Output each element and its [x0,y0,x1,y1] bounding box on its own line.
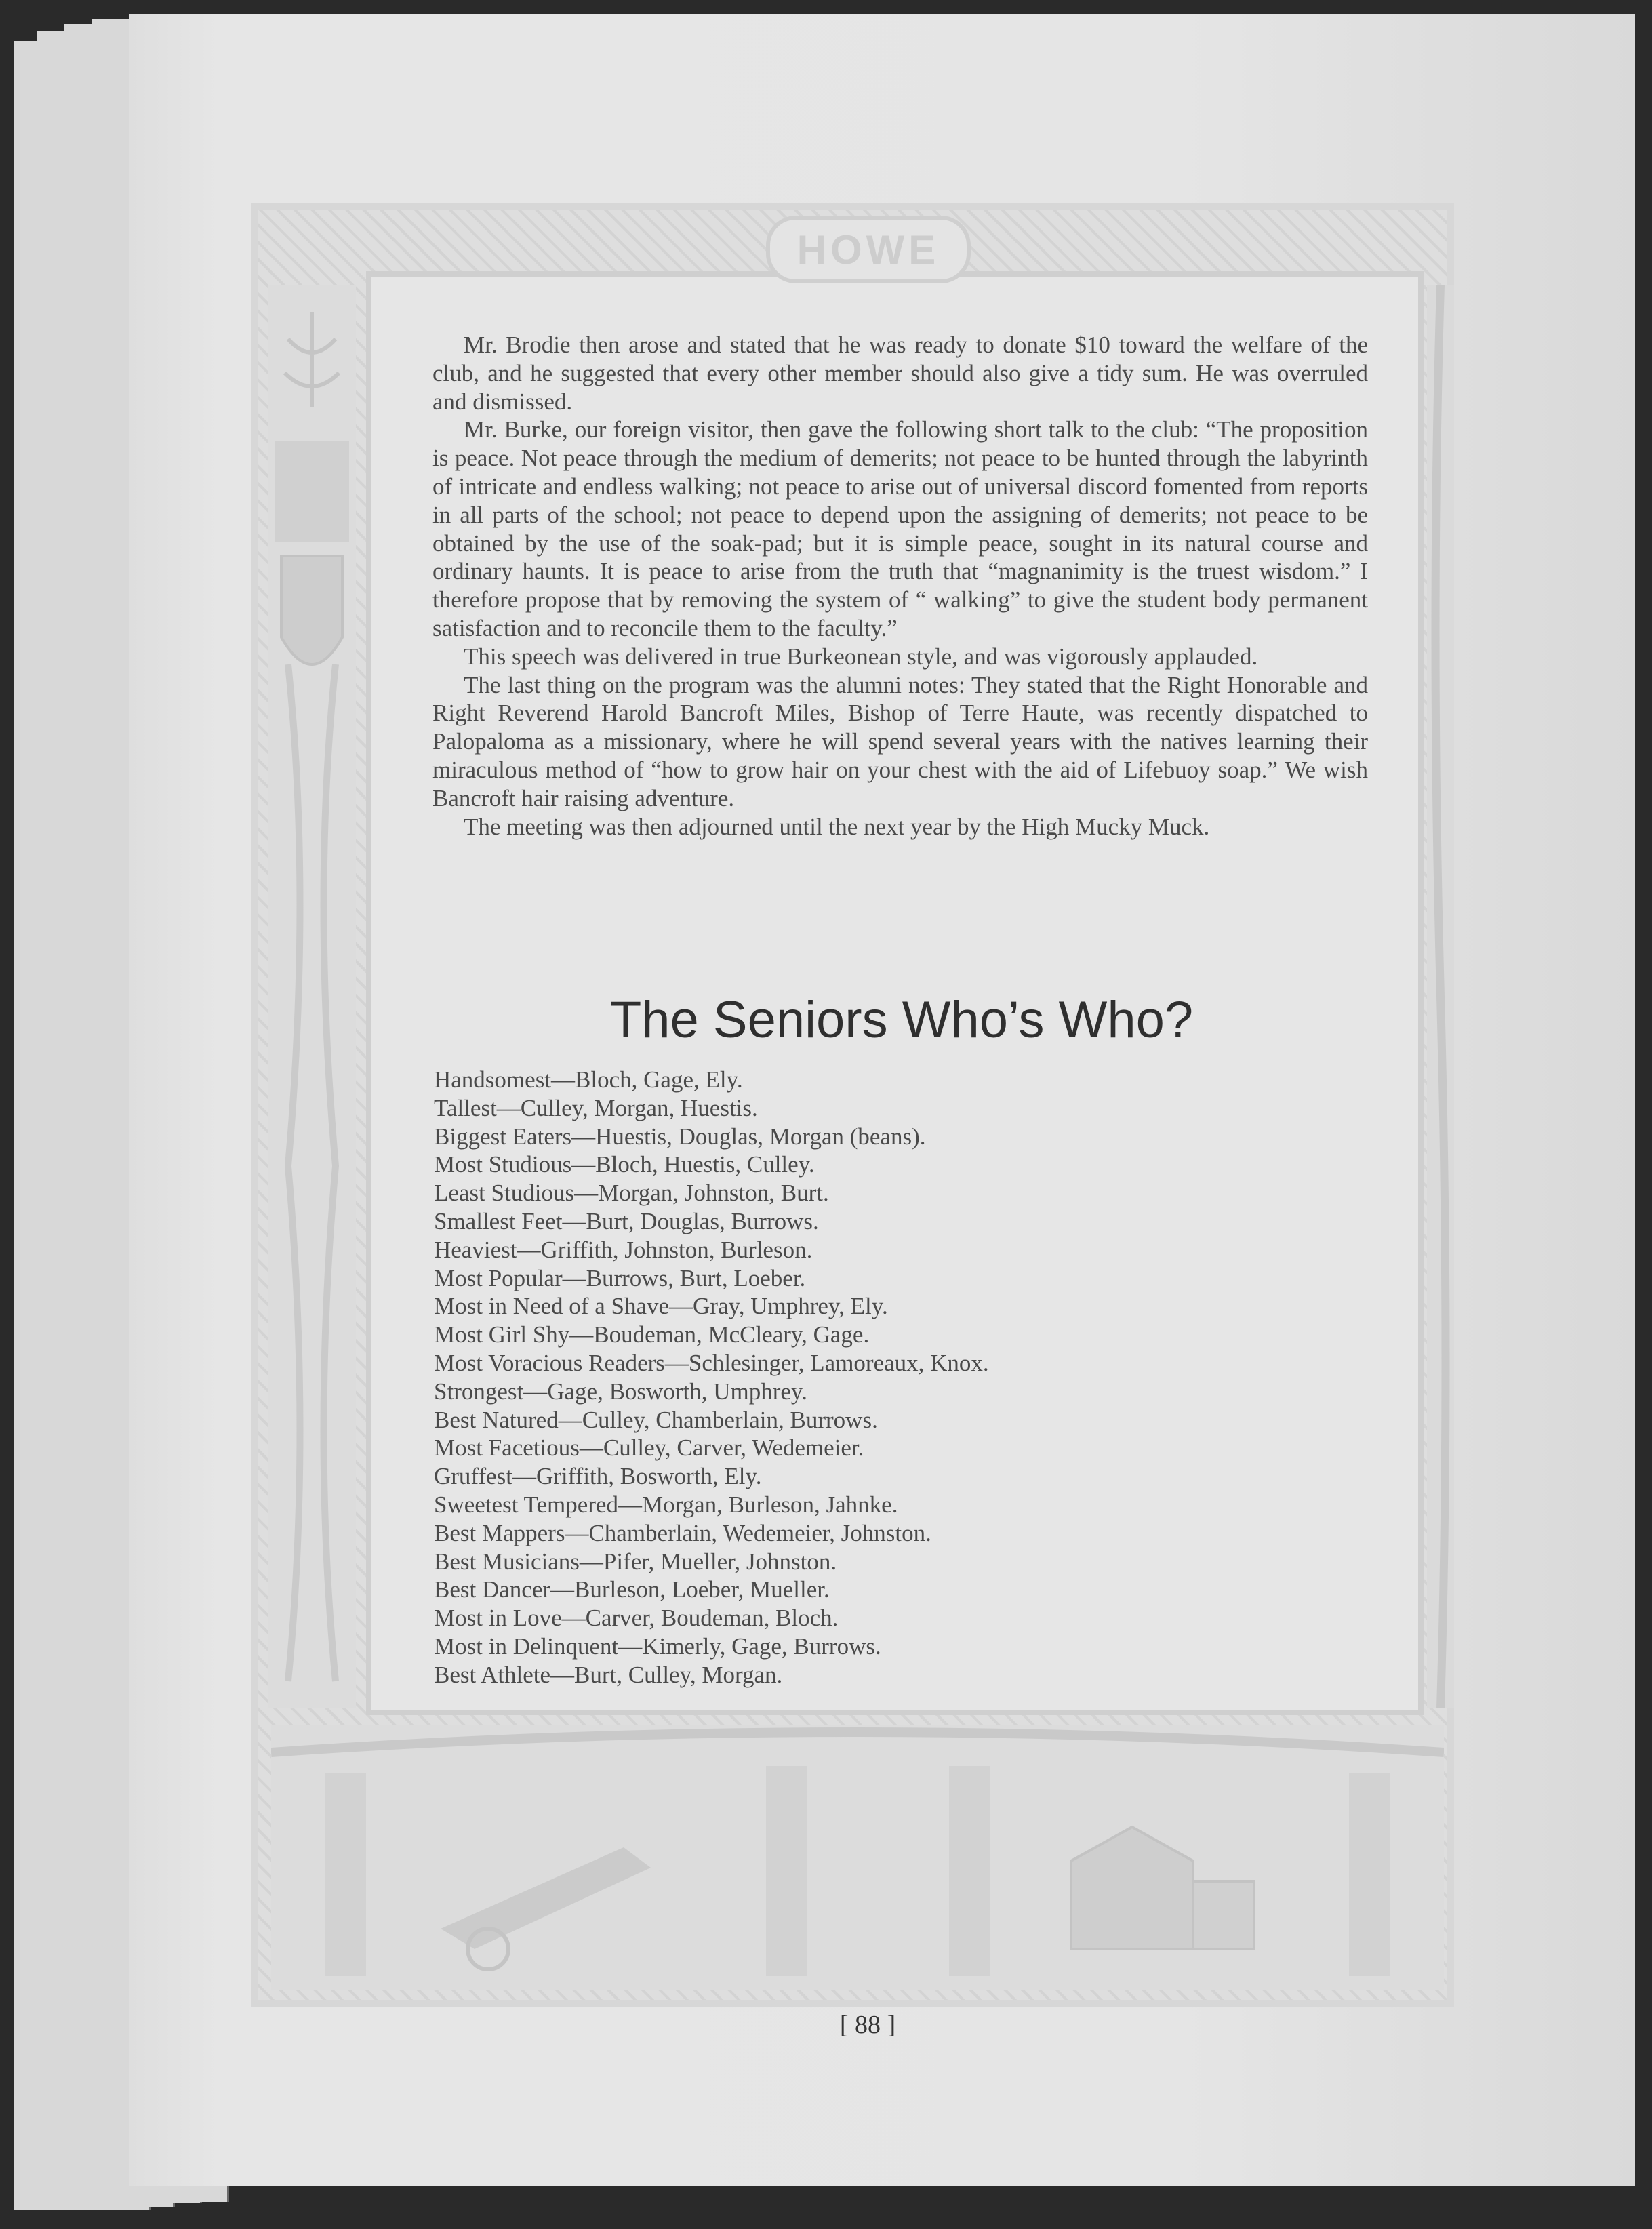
page-number: [ 88 ] [839,2011,896,2039]
superlatives-list [434,1066,1369,1689]
section-title: The Seniors Who’s Who? [609,991,1194,1049]
list-item: Tallest—Culley, Morgan, Huestis. [434,1094,758,1121]
list-item: Gruffest—Griffith, Bosworth, Ely. [434,1463,762,1490]
article-body [432,331,1368,841]
paragraph: The meeting was then adjourned until the next year by the High Mucky Muck. [464,813,1210,840]
paragraph: This speech was delivered in true Burkeonean style, and was vigorously applauded. [464,643,1258,670]
list-item: Most in Need of a Shave—Gray, Umphrey, Ely. [434,1293,888,1320]
list-item: Most Facetious—Culley, Carver, Wedemeier. [434,1434,864,1462]
paragraph: The last thing on the program was the alumni notes: They stated that the Right Honorable and Right Reverend Harold Bancroft Miles, Bishop of Terre Haute, was recently dispatched to Palopaloma as a missionary, where he will spend several years with the natives learning their miraculous method of “how to grow hair on your chest with the aid of Lifebuoy soap.” We wish Bancroft hair raising adventure. [432,671,1368,811]
ribbon-ornament [1427,285,1454,1708]
crest-ornament [268,285,356,1708]
list-item: Most Voracious Readers—Schlesinger, Lamoreaux, Knox. [434,1349,989,1376]
paragraph: Mr. Brodie then arose and stated that he was ready to donate $10 toward the welfare of the club, and he suggested that every other member should also give a tidy sum. He was overruled and dismissed. [432,332,1368,415]
list-item: Most Girl Shy—Boudeman, McCleary, Gage. [434,1321,870,1348]
list-item: Least Studious—Morgan, Johnston, Burt. [434,1180,829,1207]
list-item: Most Popular—Burrows, Burt, Loeber. [434,1264,806,1291]
list-item: Most in Delinquent—Kimerly, Gage, Burrows. [434,1632,881,1660]
list-item: Handsomest—Bloch, Gage, Ely. [434,1066,743,1093]
list-item: Most Studious—Bloch, Huestis, Culley. [434,1151,815,1178]
campus-illustration [271,1725,1444,1990]
list-item: Best Dancer—Burleson, Loeber, Mueller. [434,1576,830,1603]
list-item: Strongest—Gage, Bosworth, Umphrey. [434,1378,807,1405]
howe-badge: HOWE [766,216,971,283]
list-item: Best Natured—Culley, Chamberlain, Burrows. [434,1406,878,1433]
paragraph: Mr. Burke, our foreign visitor, then gave the following short talk to the club: “The proposition is peace. Not peace through the medium of demerits; not peace to be hunted through the labyrinth of intricate and endless walking; not peace to arise out of universal discord fomented from reports in all parts of the school; not peace to depend upon the assigning of demerits; not peace to be obtained by the use of the soak-pad; but it is simple peace, sought in its natural course and ordinary haunts. It is peace to arise from the truth that “magnanimity is the truest wisdom.” I therefore propose that by removing the system of “ walking” to give the student body permanent satisfaction and to reconcile them to the faculty.” [432,416,1368,641]
list-item: Best Musicians—Pifer, Mueller, Johnston. [434,1548,837,1575]
list-item: Heaviest—Griffith, Johnston, Burleson. [434,1236,813,1263]
list-item: Biggest Eaters—Huestis, Douglas, Morgan (beans). [434,1123,926,1150]
list-item: Smallest Feet—Burt, Douglas, Burrows. [434,1207,819,1234]
list-item: Most in Love—Carver, Boudeman, Bloch. [434,1605,839,1632]
list-item: Sweetest Tempered—Morgan, Burleson, Jahnke. [434,1491,898,1518]
list-item: Best Athlete—Burt, Culley, Morgan. [434,1661,783,1688]
list-item: Best Mappers—Chamberlain, Wedemeier, Johnston. [434,1519,931,1546]
